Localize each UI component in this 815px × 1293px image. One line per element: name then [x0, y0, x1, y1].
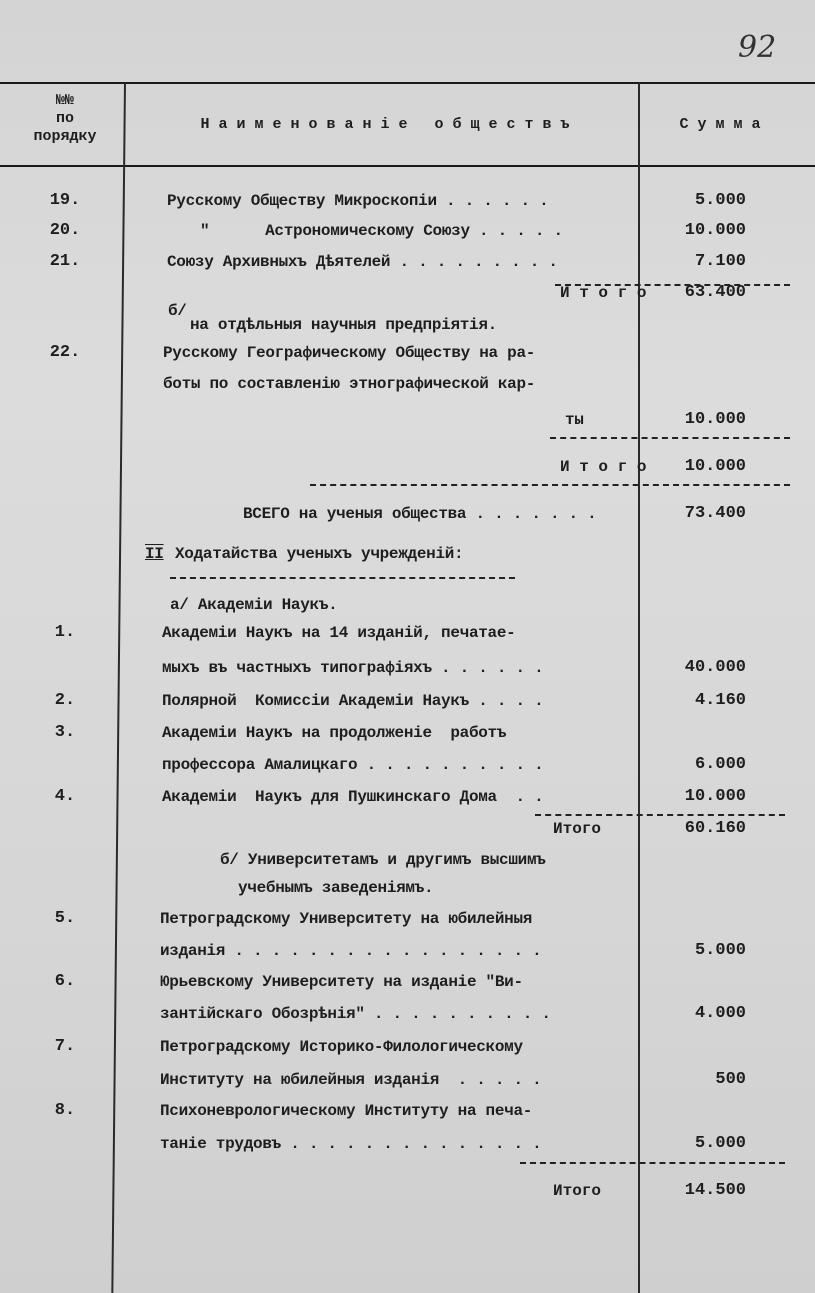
row-number: 22. [49, 343, 81, 362]
dashed-rule [550, 437, 790, 439]
header-sum-col: С у м м а [679, 116, 761, 133]
row-number: 7. [54, 1037, 76, 1056]
row-sum: 60.160 [684, 819, 746, 838]
section-roman-numeral: II [145, 545, 164, 563]
row-sum: 63.400 [684, 283, 746, 302]
total-label: И т о г о [560, 458, 647, 476]
header-number-col [20, 92, 110, 146]
row-sum: 6.000 [694, 755, 746, 774]
header-name-col: Н а и м е н о в а н і е о б щ е с т в ъ [200, 116, 570, 133]
dashed-rule [555, 284, 790, 286]
row-number: 19. [49, 191, 81, 210]
row-text: Институту на юбилейныя изданія . . . . . [160, 1071, 542, 1089]
row-text: Психоневрологическому Институту на печа- [160, 1102, 533, 1120]
header-poryadku: порядку [33, 128, 97, 145]
table-top-rule [0, 82, 815, 84]
row-sum: 5.000 [694, 941, 746, 960]
row-text: а/ Академіи Наукъ. [170, 596, 338, 614]
row-text: на отдѣльныя научныя предпріятія. [190, 316, 497, 334]
dashed-rule [170, 577, 515, 579]
row-text: Русскому Географическому Обществу на ра- [163, 344, 536, 362]
row-text: Русскому Обществу Микроскопіи . . . . . . [167, 192, 549, 210]
row-text: Полярной Комиссіи Академіи Наукъ . . . . [162, 692, 544, 710]
row-number: 3. [54, 723, 76, 742]
row-sum: 7.100 [694, 252, 746, 271]
row-text: б/ [168, 302, 187, 320]
row-sum: 10.000 [684, 221, 746, 240]
row-text: зантійскаго Обозрѣнія" . . . . . . . . . . [160, 1005, 551, 1023]
dashed-rule [310, 484, 790, 486]
row-text: учебнымъ заведеніямъ. [238, 879, 434, 897]
row-text: Петроградскому Университету на юбилейныя [160, 910, 533, 928]
row-text: " Астрономическому Союзу . . . . . [200, 222, 563, 240]
row-number: 1. [54, 623, 76, 642]
row-number: 6. [54, 972, 76, 991]
row-sum: 14.500 [684, 1181, 746, 1200]
header-po: по [55, 110, 74, 127]
row-sum: 4.000 [694, 1004, 746, 1023]
row-sum: 4.160 [694, 691, 746, 710]
row-number: 4. [54, 787, 76, 806]
page-number: 92 [738, 30, 777, 65]
row-number: 2. [54, 691, 76, 710]
row-text: ты [565, 411, 584, 429]
row-number: 8. [54, 1101, 76, 1120]
row-text: таніе трудовъ . . . . . . . . . . . . . . [160, 1135, 542, 1153]
row-text: Академіи Наукъ на 14 изданій, печатае- [162, 624, 516, 642]
row-number: 20. [49, 221, 81, 240]
row-sum: 40.000 [684, 658, 746, 677]
row-sum: 10.000 [684, 410, 746, 429]
header-no-symbol: №№ [55, 92, 74, 109]
column-divider-number [111, 83, 125, 1293]
row-text: мыхъ въ частныхъ типографіяхъ . . . . . . [162, 659, 544, 677]
row-text: профессора Амалицкаго . . . . . . . . . . [162, 756, 544, 774]
row-sum: 500 [715, 1070, 746, 1089]
row-sum: 73.400 [684, 504, 746, 523]
row-text: Ходатайства ученыхъ учрежденій: [175, 545, 464, 563]
row-text: Академіи Наукъ для Пушкинскаго Дома . . [162, 788, 544, 806]
total-label: Итого [553, 820, 602, 838]
row-sum: 10.000 [684, 787, 746, 806]
row-text: изданія . . . . . . . . . . . . . . . . . [160, 942, 542, 960]
row-text: боты по составленію этнографической кар- [163, 375, 536, 393]
dashed-rule [535, 814, 785, 816]
row-text: Юрьевскому Университету на изданіе "Ви- [160, 973, 523, 991]
row-text: Союзу Архивныхъ Дѣятелей . . . . . . . . . [167, 253, 558, 271]
row-text: Петроградскому Историко-Филологическому [160, 1038, 523, 1056]
row-text: б/ Университетамъ и другимъ высшимъ [220, 851, 546, 869]
row-text: Академіи Наукъ на продолженіе работъ [162, 724, 507, 742]
total-label: Итого [553, 1182, 602, 1200]
row-sum: 10.000 [684, 457, 746, 476]
row-number: 21. [49, 252, 81, 271]
row-sum: 5.000 [694, 191, 746, 210]
row-text: ВСЕГО на ученыя общества . . . . . . . [243, 505, 597, 523]
total-label: И т о г о [560, 284, 647, 302]
row-number: 5. [54, 909, 76, 928]
dashed-rule [520, 1162, 785, 1164]
row-sum: 5.000 [694, 1134, 746, 1153]
